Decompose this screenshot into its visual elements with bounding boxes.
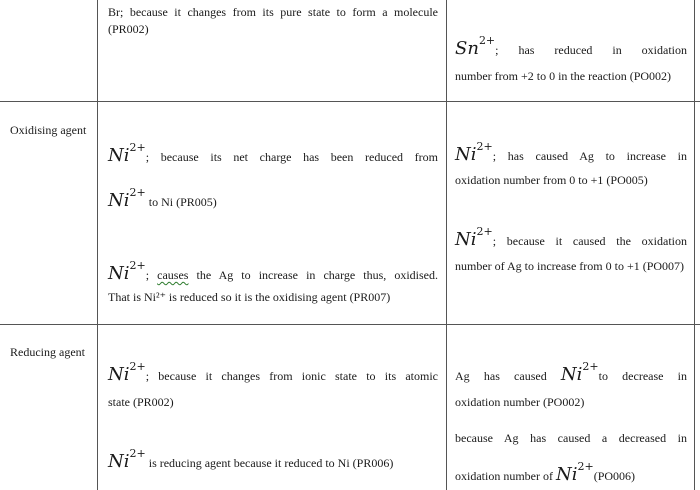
row2-po-para1: $Ni^{2+}$; has caused Ag to increase in <box>455 140 687 165</box>
ni-ion: $Ni^{2+}$ <box>108 141 146 166</box>
row2-po-para2: $Ni^{2+}$; because it caused the oxidation <box>455 225 687 250</box>
row-divider-2 <box>0 324 700 325</box>
row1-po-line2: number from +2 to 0 in the reaction (PO002) <box>455 69 672 83</box>
row3-po-para2-line2: oxidation number of $Ni^{2+}(PO006)$ <box>455 460 636 485</box>
label-reducing-agent: Reducing agent <box>10 345 85 359</box>
column-divider-1 <box>97 0 98 490</box>
ni-ion: $Ni^{2+}$ <box>108 360 146 385</box>
row-divider-1 <box>0 101 700 102</box>
row1-po-line1: $Sn^{2+}$; has reduced in oxidation <box>455 34 687 59</box>
row2-po-para1-tail: oxidation number from 0 to +1 (PO005) <box>455 173 648 187</box>
row3-po-para2: because Ag has caused a decreased in <box>455 431 687 445</box>
label-oxidising-agent: Oxidising agent <box>10 123 87 137</box>
row3-po-para1-tail: oxidation number (PO002) <box>455 395 585 409</box>
row2-pr-para3: $Ni^{2+}$; causes the Ag to increase in charge thus, oxidised. <box>108 259 439 284</box>
ni-ion: $Ni^{2+}$ <box>108 447 146 472</box>
row2-pr-para1: $Ni^{2+}$; because its net charge has been reduced from <box>108 141 438 166</box>
ni-ion: $Ni^{2+}$ <box>455 140 493 165</box>
ni-ion: $Ni^{2+}$ <box>108 259 146 284</box>
column-divider-2 <box>446 0 447 490</box>
ni-ion: $Ni^{2+}$ <box>560 360 599 385</box>
row2-pr-para2: $Ni^{2+}$ to Ni (PR005) <box>108 186 217 211</box>
row3-po-para1: Ag has caused $Ni^{2+}to$ decrease in <box>455 360 687 385</box>
row1-pr-text: Br; because it changes from its pure state to form a molecule (PR002) <box>108 5 438 36</box>
ni-ion: $Ni^{2+}$ <box>455 225 493 250</box>
row3-pr-para1-tail: state (PR002) <box>108 395 174 409</box>
row3-pr-para1: $Ni^{2+}$; because it changes from ionic state to its atomic <box>108 360 438 385</box>
sn-ion: $Sn^{2+}$ <box>455 34 496 59</box>
row2-pr-para3-tail: That is Ni²⁺ is reduced so it is the oxidising agent (PR007) <box>108 290 391 304</box>
ni-ion: $Ni^{2+}$ <box>108 186 146 211</box>
row3-pr-para2: $Ni^{2+}$ is reducing agent because it reduced to Ni (PR006) <box>108 447 394 472</box>
ni-ion: $Ni^{2+}$ <box>555 460 594 485</box>
column-divider-3 <box>694 0 695 490</box>
row2-po-para2-tail: number of Ag to increase from 0 to +1 (PO007) <box>455 259 685 273</box>
